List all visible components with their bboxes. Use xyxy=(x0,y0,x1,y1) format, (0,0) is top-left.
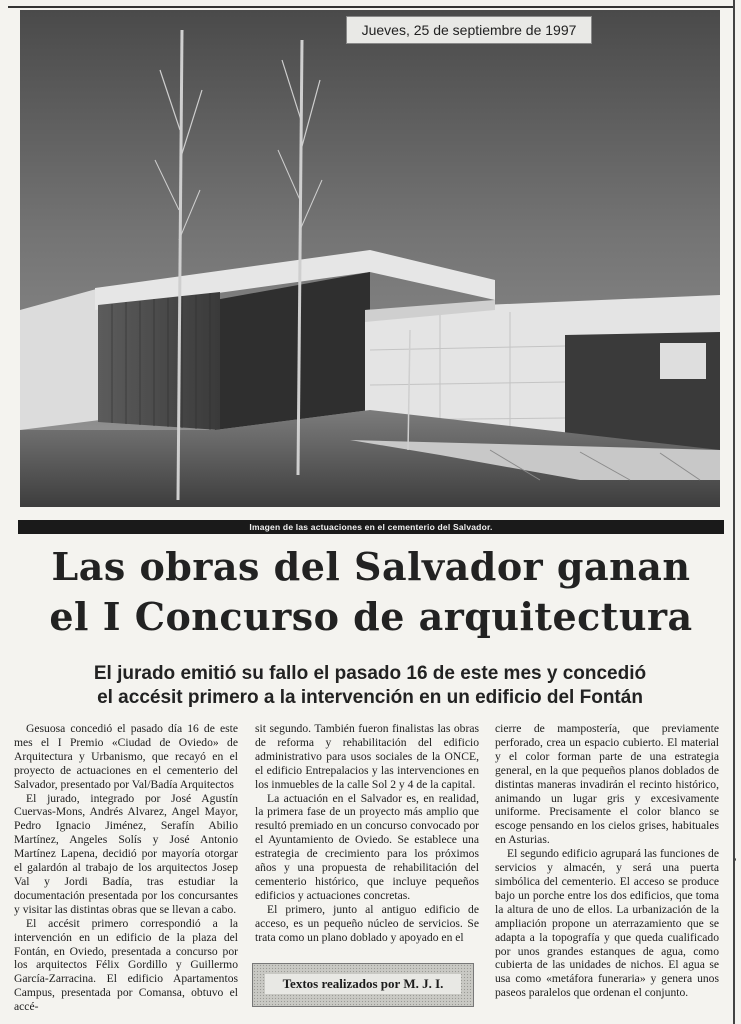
paragraph: La actuación en el Salvador es, en realidad, la primera fase de un proyecto más amplio que resultó premiado en un concurso convocado por el Ayuntamiento de Oviedo. Se establece una estrategia de crecimiento para los próximos años y una propuesta de rehabilitación del cementerio histórico, que incluye pequeños edificios y actuaciones concretas. xyxy=(255,791,479,902)
issue-date: Jueves, 25 de septiembre de 1997 xyxy=(346,16,592,44)
headline xyxy=(18,542,724,642)
margin-mark xyxy=(733,858,736,861)
subheadline-line-2: el accésit primero a la intervención en un edificio del Fontán xyxy=(97,687,643,708)
article-column-3 xyxy=(495,722,719,1000)
paragraph: sit segundo. También fueron finalistas las obras de reforma y rehabilitación del edificio administrativo para usos sociales de la ONCE, el edificio Entrepalacios y las intervenciones en los inmuebles de la calle Sol 2 y 4 de la capital. xyxy=(255,722,479,791)
subheadline xyxy=(30,662,710,710)
paragraph: El primero, junto al antiguo edificio de acceso, es un pequeño núcleo de servicios. Se trata como un plano doblado y apoyado en el xyxy=(255,902,479,944)
author-credit: Textos realizados por M. J. I. xyxy=(265,974,461,994)
paragraph: El accésit primero correspondió a la intervención en un edificio de la plaza del Fontán, en Oviedo, presentada a concurso por los arquitectos Félix Gordillo y Guillermo García-Zarracina. El edificio Apartamentos Campus, presentada por Comansa, obtuvo el accé- xyxy=(14,916,238,1014)
article-column-2 xyxy=(255,722,479,945)
headline-line-2: el I Concurso de arquitectura xyxy=(49,594,693,639)
paragraph: El segundo edificio agrupará las funciones de servicios y almacén, y será una puerta simbólica del cementerio. El acceso se produce bajo un porche entre los dos edificios, que toma la altura de uno de ellos. La urbanización de la ampliación propone un aterrazamiento que se adapta a la topografía y que queda cualificado por unos grandes estanques de agua, como cubierta de las unidades de nichos. El agua se usa como «metáfora funeraria» y genera unos paseos paralelos que ordenan el conjunto. xyxy=(495,847,719,1000)
photo-caption: Imagen de las actuaciones en el cementerio del Salvador. xyxy=(18,520,724,534)
paragraph: El jurado, integrado por José Agustín Cuervas-Mons, Andrés Alvarez, Angel Mayor, Pedro Ignacio Jiménez, Serafín Abilio Martínez, Angeles Solís y José Antonio Martínez Lapena, decidió por mayoría otorgar el galardón al trabajo de los arquitectos Josep Val y Jordi Badía, tras estudiar la documentación presentada por los concursantes y visitar las distintas obras que se llevan a cabo. xyxy=(14,791,238,916)
paragraph: Gesuosa concedió el pasado día 16 de este mes el I Premio «Ciudad de Oviedo» de Arquitectura y Urbanismo, que recayó en el proyecto de actuaciones en el cementerio del Salvador, presentado por Val/Badía Arquitectos xyxy=(14,722,238,791)
top-rule xyxy=(8,6,733,8)
headline-line-1: Las obras del Salvador ganan xyxy=(51,544,691,589)
article-photo xyxy=(20,10,720,507)
subheadline-line-1: El jurado emitió su fallo el pasado 16 de este mes y concedió xyxy=(93,663,647,684)
paragraph: cierre de mampostería, que previamente perforado, crea un espacio cubierto. El material y el color forman parte de una estrategia general, en la que pequeños planos doblados de distintas maneras invadirán el recinto histórico, animando un lugar gris y excesivamente uniforme. Precisamente el color blanco se escoge pensando en los cielos grises, habituales en Asturias. xyxy=(495,722,719,847)
article-column-1 xyxy=(14,722,238,1014)
author-credit-box xyxy=(252,963,474,1007)
cemetery-buildings-photo xyxy=(20,10,720,507)
page-edge-rule xyxy=(733,0,735,1024)
